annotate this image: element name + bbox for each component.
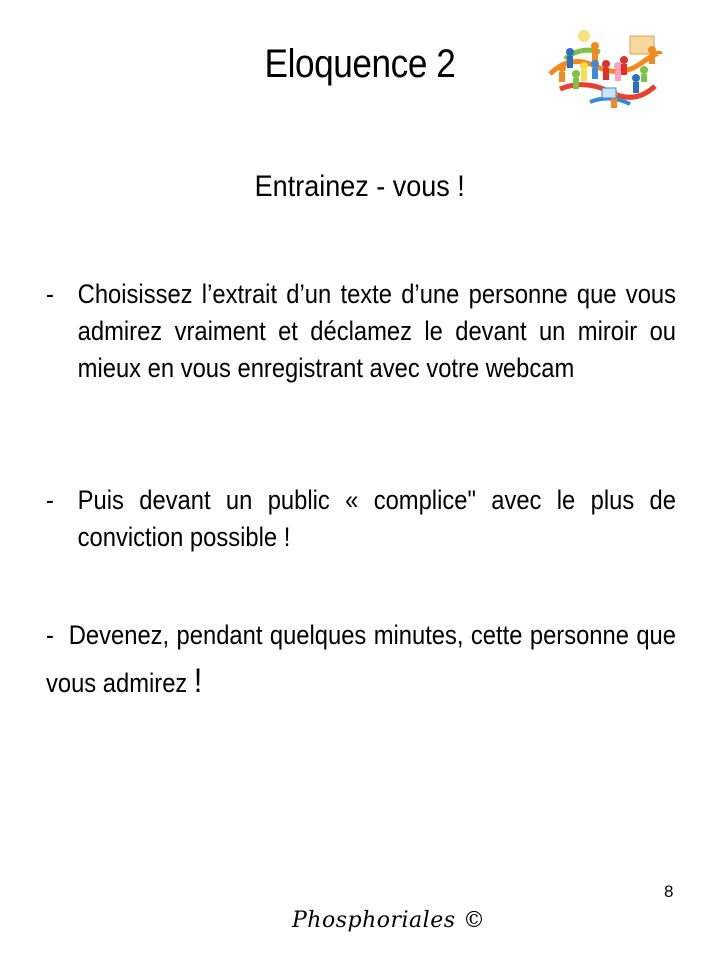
bullet-dash: -	[46, 279, 54, 309]
bullet-text: Choisissez l’extrait d’un texte d’une personne que vous admirez vraiment et déclamez le devant un miroir ou mieux en vous enregistrant avec votre webcam	[77, 279, 676, 383]
bullet-item	[46, 482, 674, 556]
page-number: 8	[664, 882, 674, 901]
bullet-text: Puis devant un public « complice" avec le plus de conviction possible !	[77, 485, 676, 552]
bullet-dash: -	[46, 620, 54, 650]
footer-copyright: Phosphoriales ©	[292, 908, 486, 933]
bullet-text: Devenez, pendant quelques minutes, cette personne que vous admirez	[46, 620, 676, 698]
slide-subtitle: Entrainez - vous !	[254, 170, 466, 203]
bullet-dash: -	[46, 485, 54, 515]
bullet-item	[46, 276, 674, 387]
bullet-end-mark: !	[193, 662, 203, 700]
bullet-item	[46, 612, 674, 706]
people-network-illustration-icon	[540, 24, 668, 112]
slide-title: Eloquence 2	[264, 42, 456, 86]
